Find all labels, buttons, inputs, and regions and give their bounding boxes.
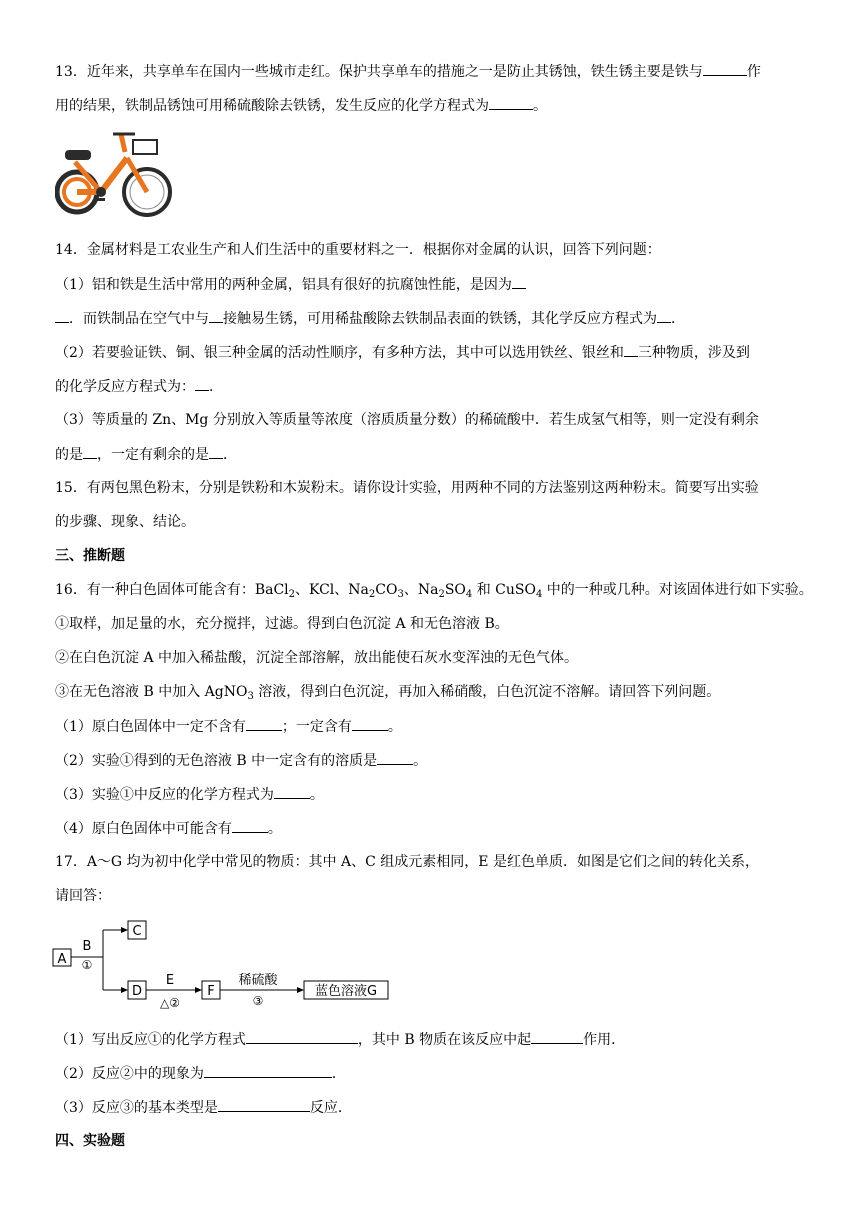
node-G-label: 蓝色溶液G — [314, 984, 378, 999]
node-F-label: F — [207, 984, 215, 999]
answer-blank — [352, 716, 388, 731]
dilute-sulfuric-acid-label: 稀硫酸 — [238, 973, 278, 988]
answer-blank — [195, 376, 209, 391]
answer-blank — [246, 716, 282, 731]
answer-blank — [209, 308, 223, 323]
section-heading-experiment: 四、实验题 — [55, 1133, 125, 1149]
q13-line2: 用的结果，铁制品锈蚀可用稀硫酸除去铁锈，发生反应的化学方程式为 。 — [55, 95, 547, 116]
reaction-1-label: ① — [81, 958, 93, 972]
q14-part1-line1: （1）铝和铁是生活中常用的两种金属，铝具有很好的抗腐蚀性能，是因为 — [55, 274, 526, 295]
q17-question2: （2）反应②中的现象为 ． — [55, 1063, 346, 1084]
answer-blank — [83, 444, 97, 459]
q16-step3: ③在无色溶液 B 中加入 AgNO$_3$ 溶液，得到白色沉淀，再加入稀硝酸，白色沉淀不溶解。请回答下列问题。 — [55, 684, 721, 702]
answer-blank — [274, 784, 310, 799]
reaction-3-label: ③ — [252, 994, 264, 1008]
q14-part1-line2: ．而铁制品在空气中与 接触易生锈，可用稀盐酸除去铁制品表面的铁锈，其化学反应方程式为 ． — [55, 308, 685, 329]
bicycle-image — [55, 126, 175, 226]
answer-blank — [55, 308, 69, 323]
node-A-label: A — [57, 952, 67, 967]
q14-part3-line1: （3）等质量的 Zn、Mg 分别放入等质量等浓度（溶质质量分数）的稀硫酸中．若生成氢气相等，则一定没有剩余 — [55, 412, 759, 428]
q15-line2: 的步骤、现象、结论。 — [55, 514, 195, 530]
q16-question3: （3）实验①中反应的化学方程式为 。 — [55, 784, 324, 805]
node-C-label: C — [132, 924, 142, 939]
q16-stem: 16．有一种白色固体可能含有：BaCl$_2$、KCl、$Na_2CO_3$、$Na_2SO_4$ 和 CuSO$_4$ 中的一种或几种。对该固体进行如下实验。 — [55, 582, 813, 600]
node-D-label: D — [131, 984, 143, 999]
reaction-2-label: △② — [160, 996, 180, 1010]
q14-part2-line2: 的化学反应方程式为： ． — [55, 376, 223, 397]
answer-blank — [657, 308, 671, 323]
q17-stem-line2: 请回答： — [55, 888, 111, 904]
q16-question1: （1）原白色固体中一定不含有 ；一定含有 。 — [55, 716, 402, 737]
q15-line1: 15．有两包黑色粉末，分别是铁粉和木炭粉末。请你设计实验，用两种不同的方法鉴别这两种粉末。简要写出实验 — [55, 480, 759, 496]
q16-step1: ①取样，加足量的水，充分搅拌，过滤。得到白色沉淀 A 和无色溶液 B。 — [55, 616, 509, 632]
q17-question1: （1）写出反应①的化学方程式 ，其中 B 物质在该反应中起 作用． — [55, 1029, 625, 1050]
q14-stem: 14．金属材料是工农业生产和人们生活中的重要材料之一．根据你对金属的认识，回答下列问题： — [55, 242, 661, 258]
q14-part2-line1: （2）若要验证铁、铜、银三种金属的活动性顺序，有多种方法，其中可以选用铁丝、银丝和 三种物质，涉及到 — [55, 342, 750, 363]
answer-blank — [218, 1097, 310, 1112]
reagent-B-label: B — [82, 939, 92, 954]
answer-blank — [531, 1029, 583, 1044]
q16-question4: （4）原白色固体中可能含有 。 — [55, 818, 282, 839]
q14-part3-line2: 的是 ，一定有剩余的是 ． — [55, 444, 237, 465]
reagent-E-label: E — [165, 973, 175, 988]
q13-line1: 13．近年来，共享单车在国内一些城市走红。保护共享单车的措施之一是防止其锈蚀，铁生锈主要是铁与 作 — [55, 61, 761, 82]
answer-blank — [624, 342, 638, 357]
answer-blank — [512, 274, 526, 289]
q16-step2: ②在白色沉淀 A 中加入稀盐酸，沉淀全部溶解，放出能使石灰水变浑浊的无色气体。 — [55, 650, 579, 666]
section-heading-inference: 三、推断题 — [55, 548, 125, 564]
answer-blank — [489, 95, 533, 110]
answer-blank — [377, 750, 413, 765]
answer-blank — [204, 1063, 332, 1078]
answer-blank — [209, 444, 223, 459]
answer-blank — [232, 818, 268, 833]
q16-question2: （2）实验①得到的无色溶液 B 中一定含有的溶质是 。 — [55, 750, 427, 771]
q17-question3: （3）反应③的基本类型是 反应． — [55, 1097, 352, 1118]
answer-blank — [246, 1029, 358, 1044]
answer-blank — [703, 61, 747, 76]
q17-stem-line1: 17．A～G 均为初中化学中常见的物质：其中 A、C 组成元素相同，E 是红色单质．如图是它们之间的转化关系， — [55, 854, 759, 870]
transformation-diagram — [50, 912, 400, 1012]
